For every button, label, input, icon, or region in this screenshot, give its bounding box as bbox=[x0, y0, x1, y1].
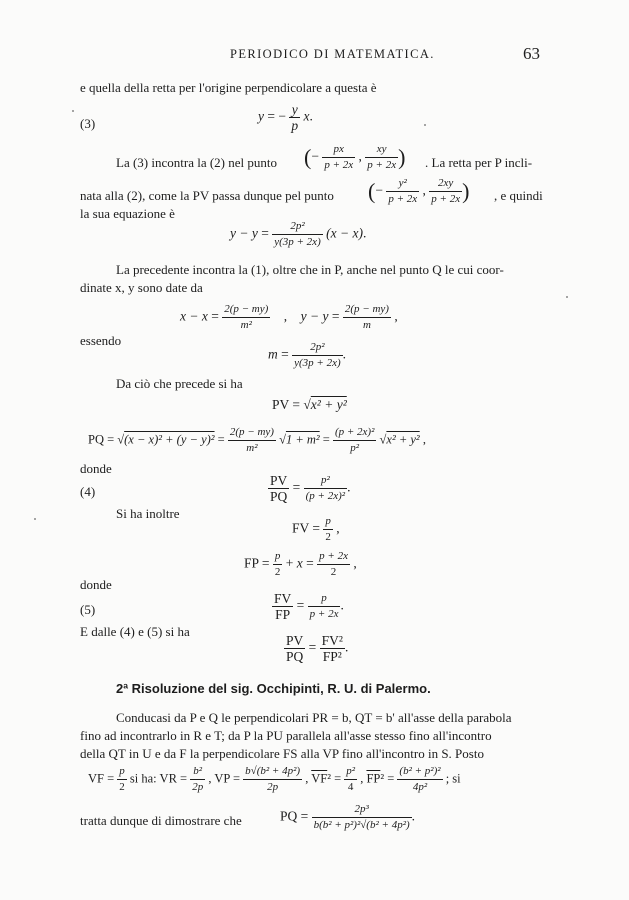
paper-speck bbox=[34, 518, 36, 520]
equation-3: y = − $\frac{y}{p}$ x. bbox=[258, 102, 313, 133]
equation-4: $\frac{PV}{PQ}$ = $\frac{\text{p²}}{\text{(p + 2x)²}}$ . bbox=[270, 473, 351, 504]
paper-speck bbox=[72, 110, 74, 112]
equation-vf: VF = $\frac{p}{2}$ si ha: VR = $\frac{\text{b²}}{2p}$ , VP = $\frac{\text{b√(b² + 4p²)}}{2p}$ , $\overline{VF}^2$ = $\frac{\text{p²}}{4}$ , $\overline{FP}^2$ = $\frac{\text{(b² + p²)²}}{\text{4p²}}$ ; si bbox=[88, 765, 461, 793]
text-line-5: La precedente incontra la (1), oltre che in P, anche nel punto Q le cui coor- bbox=[116, 262, 504, 277]
text-line-8: Da ciò che precede si ha bbox=[116, 376, 243, 391]
text-line-3b: , e quindi bbox=[494, 188, 543, 203]
equation-fv: FV = $\frac{p}{2}$ , bbox=[292, 515, 340, 543]
text-line-10: Si ha inoltre bbox=[116, 506, 180, 521]
paragraph-line-4: tratta dunque di dimostrare che bbox=[80, 813, 242, 828]
equation-pq: PQ = √(x − x)² + (y − y)² = $\frac{2(p - my)}{\text{m²}}$ √1 + m² = $\frac{\text{(p + 2x)²}}{\text{p²}}$ √x² + y² , bbox=[88, 426, 426, 454]
text-line-4: la sua equazione è bbox=[80, 206, 175, 221]
section-heading: 2ª Risoluzione del sig. Occhipinti, R. U. di Palermo. bbox=[116, 681, 431, 696]
equation-pv: PV = √x² + y² bbox=[272, 397, 347, 412]
equation-xy: x − x = $\frac{2(p - my)}{\text{m²}}$ , y − y = $\frac{2(p - my)}{m}$ , bbox=[180, 303, 398, 331]
equation-line: y − y = $\frac{\text{2p²}}{y(3p + 2x)}$ (x − x). bbox=[230, 220, 367, 248]
text-line-9: donde bbox=[80, 461, 112, 476]
text-line-6: dinate x, y sono date da bbox=[80, 280, 203, 295]
equation-goal: PQ = $\frac{\text{2p³}}{\text{b(b² + p²)²√(b² + 4p²)}}$ . bbox=[280, 803, 416, 831]
paper-speck bbox=[424, 124, 426, 126]
paper-speck bbox=[566, 296, 568, 298]
equation-5: $\frac{FV}{FP}$ = $\frac{p}{p + 2x}$ . bbox=[274, 591, 344, 622]
running-header: PERIODICO DI MATEMATICA. bbox=[230, 47, 435, 61]
page-number: 63 bbox=[523, 44, 540, 63]
equation-label-5: (5) bbox=[80, 602, 96, 617]
point-expression-1: (− $\frac{px}{p + 2x}$ , $\frac{xy}{p + 2x}$ ) bbox=[304, 143, 406, 171]
text-line-2a: La (3) incontra la (2) nel punto bbox=[116, 155, 277, 170]
equation-final: $\frac{PV}{PQ}$ = $\frac{\text{FV²}}{\text{FP²}}$ . bbox=[286, 633, 349, 664]
equation-fp: FP = $\frac{p}{2}$ + x = $\frac{p + 2x}{2}$ , bbox=[244, 550, 357, 578]
text-line-1: e quella della retta per l'origine perpendicolare a questa è bbox=[80, 80, 377, 95]
paragraph-line-3: della QT in U e da F la perpendicolare FS alla VP fino all'incontro in S. Posto bbox=[80, 746, 484, 761]
text-line-2b: . La retta per P incli- bbox=[425, 155, 533, 170]
equation-label-4: (4) bbox=[80, 484, 96, 499]
equation-label-3: (3) bbox=[80, 116, 96, 131]
paragraph-line-1: Conducasi da P e Q le perpendicolari PR = b, QT = b' all'asse della parabola bbox=[116, 710, 512, 725]
text-line-3a: nata alla (2), come la PV passa dunque pel punto bbox=[80, 188, 334, 203]
text-line-7: essendo bbox=[80, 333, 122, 348]
equation-m: m = $\frac{\text{2p²}}{y(3p + 2x)}$ . bbox=[268, 341, 347, 369]
point-expression-2: (− $\frac{\text{y²}}{p + 2x}$ , $\frac{2xy}{p + 2x}$ ) bbox=[368, 177, 470, 205]
paragraph-line-2: fino ad incontrarlo in R e T; da P la PU parallela all'asse stesso fino all'incontro bbox=[80, 728, 492, 743]
text-line-11: donde bbox=[80, 577, 112, 592]
text-line-12: E dalle (4) e (5) si ha bbox=[80, 624, 190, 639]
